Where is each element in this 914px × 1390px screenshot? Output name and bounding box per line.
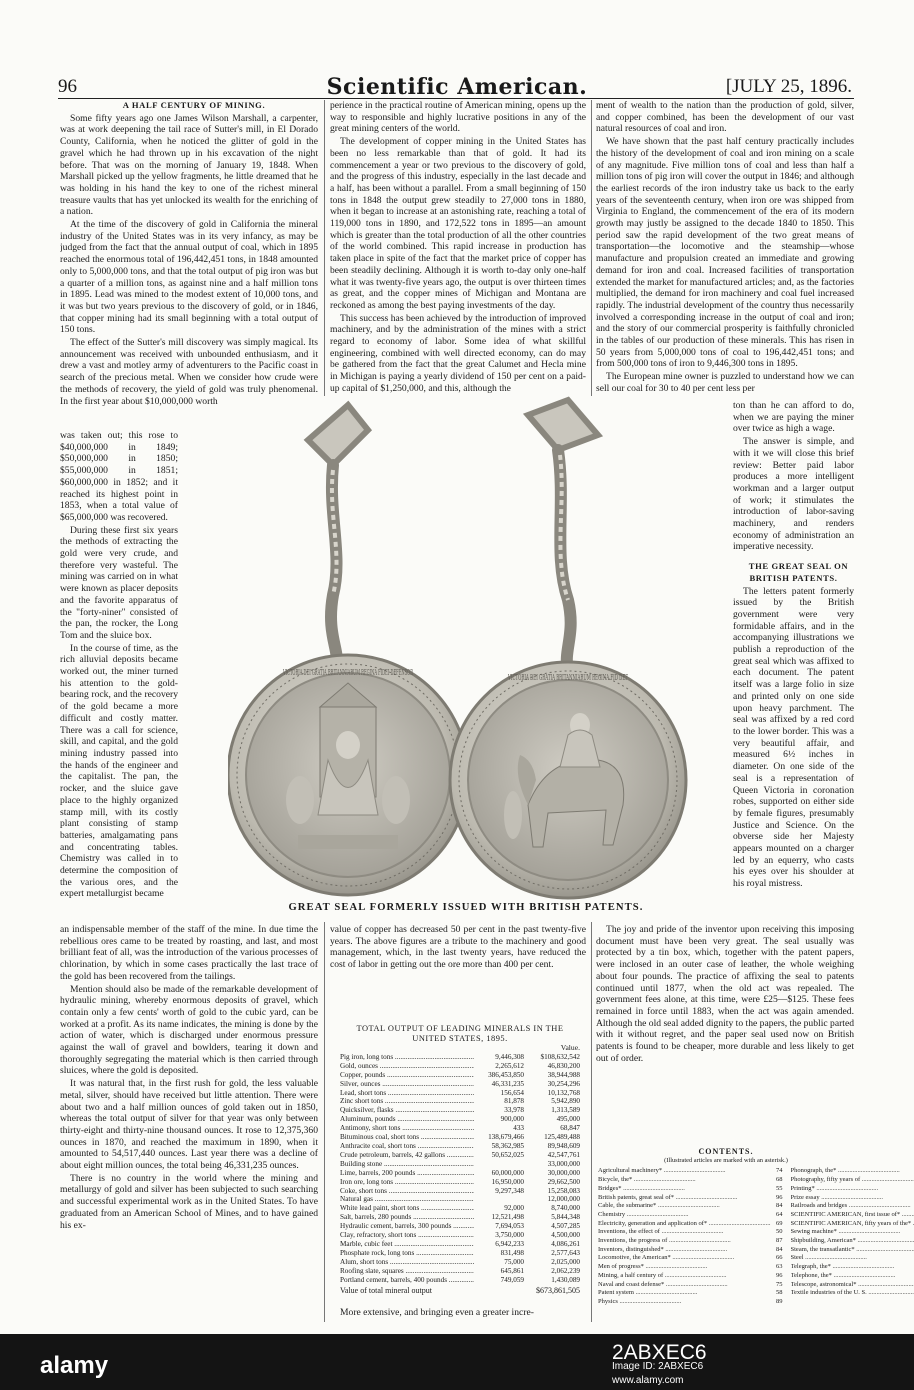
contents-entry-title: Prize essay .....	[791, 1194, 914, 1203]
value-column-header: Value.	[560, 1043, 580, 1052]
table-row	[340, 1133, 580, 1142]
contents-entry	[598, 1289, 783, 1298]
contents-entry-title: Chemistry .....	[598, 1211, 771, 1220]
mineral-value: 15,258,083	[547, 1186, 580, 1195]
contents-entry-title: Men of progress* .....	[598, 1263, 771, 1272]
image-id-label: Image ID: 2ABXEC6	[612, 1361, 704, 1372]
table-row	[340, 1106, 580, 1115]
mineral-value: 33,000,000	[547, 1159, 580, 1168]
contents-left-column	[598, 1167, 783, 1306]
contents-entry	[791, 1272, 914, 1281]
contents-entry	[598, 1254, 783, 1263]
table-row	[340, 1213, 580, 1222]
contents-index	[598, 1147, 912, 1307]
mineral-name: Lead, short tons .....	[340, 1089, 474, 1098]
contents-entry	[791, 1167, 914, 1176]
table-row	[340, 1089, 580, 1098]
mining-heading: A HALF CENTURY OF MINING.	[122, 100, 266, 110]
mineral-value: 42,547,761	[547, 1150, 580, 1159]
table-row	[340, 1169, 580, 1178]
mineral-quantity: 433	[513, 1124, 524, 1133]
paragraph: an indispensable member of the staff of the mine. In due time the rebellious ores came to be treated by roasting, and last, and most brilliant feat of all, was the introduction of the various processes of chlorination, by which in some cases practically the last trace of the gold has been recovered from the tailings.	[60, 924, 318, 982]
contents-entry-title: Naval and coast defense* .....	[598, 1281, 771, 1290]
paragraph: ton than he can afford to do, when we are paying the miner over twice as high a wage.	[733, 400, 854, 435]
contents-entry-title: Inventions, the effect of .....	[598, 1228, 771, 1237]
mineral-name: White lead paint, short tons .....	[340, 1204, 474, 1213]
contents-entry-title: Railroads and bridges .....	[791, 1202, 914, 1211]
mineral-name: Zinc short tons .....	[340, 1097, 474, 1106]
mineral-value: 38,944,988	[547, 1070, 580, 1079]
contents-entry	[598, 1176, 783, 1185]
table-row	[340, 1258, 580, 1267]
table-row	[340, 1204, 580, 1213]
contents-entry	[791, 1254, 914, 1263]
paragraph: Mention should also be made of the remarkable development of hydraulic mining, whereby enormous deposits of gravel, which contain only a few cents' worth of gold to the cubic yard, can be worked at a profit. As its name indicates, the mining is done by the action of water, which is discharged under enormous pressure against the wall of gravel and bowlders, tearing it down and thoroughly segregating the material which is then carried through sluices, where the gold is deposited.	[60, 983, 318, 1077]
contents-entry	[598, 1228, 783, 1237]
mineral-quantity: 92,000	[504, 1204, 524, 1213]
mineral-value: 5,942,890	[551, 1097, 580, 1106]
paragraph: was taken out; this rose to $40,000,000 in 1849; $50,000,000 in 1850; $55,000,000 in 1851; $60,000,000 in 1852; and it reached its highest point in 1853, when a total value of $65,000,000 was recovered.	[60, 430, 178, 523]
table-row	[340, 1240, 580, 1249]
mineral-name: Coke, short tons .....	[340, 1187, 474, 1196]
seal-right-legend: VICTORIA DEI GRATIA BRITANNIARUM REGINA FID DEF	[507, 673, 629, 682]
total-row	[340, 1287, 580, 1296]
contents-entry	[598, 1281, 783, 1290]
contents-entry	[598, 1202, 783, 1211]
mineral-quantity: 3,750,000	[495, 1231, 524, 1240]
contents-entry-title: Inventions, the progress of .....	[598, 1237, 771, 1246]
image-id-block	[612, 1341, 707, 1388]
contents-entry	[791, 1202, 914, 1211]
paragraph: There is no country in the world where the mining and metallurgy of gold and silver has been subjected to such searching and successful experimental work as in the United States. To have graduated from an American School of Mines, and to have gained his ex-	[60, 1172, 318, 1231]
contents-entry-title: Printing* .....	[791, 1185, 914, 1194]
contents-entry-title: Sewing machine* .....	[791, 1228, 914, 1237]
mineral-name: Hydraulic cement, barrels, 300 pounds .....	[340, 1222, 474, 1231]
mineral-name: Building stone .....	[340, 1160, 474, 1169]
mineral-value: 1,430,089	[551, 1275, 580, 1284]
left-seal-cord	[308, 405, 368, 665]
paragraph: During these first six years the methods of extracting the gold were very crude, and therefore very wasteful. The mining was carried on in what were known as placer deposits and the favorite apparatus of the "forty-niner" consisted of the pan, the rocker, the Long Tom and the sluice box.	[60, 524, 178, 641]
table-row	[340, 1187, 580, 1196]
mineral-value: 4,507,285	[551, 1222, 580, 1231]
contents-entry	[598, 1298, 783, 1307]
contents-entry-title: Textile industries of the U. S. .....	[791, 1289, 914, 1298]
contents-entry	[791, 1289, 914, 1298]
table-row	[340, 1080, 580, 1089]
alamy-logo: alamy	[40, 1352, 109, 1379]
mineral-value: 30,254,296	[547, 1079, 580, 1088]
mineral-name: Copper, pounds .....	[340, 1071, 474, 1080]
seal-article-col3-narrow	[733, 400, 854, 900]
contents-entry-title: Electricity, generation and application of* .....	[598, 1220, 771, 1229]
paragraph: The effect of the Sutter's mill discovery was simply magical. Its announcement was received with unbounded enthusiasm, and it drew a vast and motley army of adventurers to the Pacific coast in search of the precious metal. When we consider how crude were the methods of recovery, the yield of gold was truly phenomenal. In the first year about $10,000,000 worth	[60, 337, 318, 407]
mining-article-col2	[330, 100, 586, 400]
table-row	[340, 1160, 580, 1169]
mineral-quantity: 386,453,850	[488, 1070, 524, 1079]
mineral-name: Silver, ounces .....	[340, 1080, 474, 1089]
contents-entry	[598, 1246, 783, 1255]
image-code: 2ABXEC6	[612, 1341, 707, 1364]
contents-entry	[598, 1167, 783, 1176]
contents-entry-title: Telephone, the* .....	[791, 1272, 914, 1281]
contents-entry-page: 64	[776, 1210, 783, 1218]
contents-entry	[598, 1263, 783, 1272]
issue-date: [JULY 25, 1896.	[725, 76, 852, 97]
seal-heading: THE GREAT SEAL ON BRITISH PATENTS.	[748, 561, 849, 583]
mineral-name: Crude petroleum, barrels, 42 gallons .....	[340, 1151, 474, 1160]
paragraph: This success has been achieved by the introduction of improved machinery, and by the administration of the mines with a strict regard to economy of labor. Some idea of what skillful engineering, combined with well directed economy, can do may be gathered from the fact that the great Calumet and Hecla mine in Michigan is paying a yearly dividend of 150 per cent on a paid-up capital of $1,250,000, and this, although the	[330, 312, 586, 394]
contents-entry	[791, 1237, 914, 1246]
total-label: Value of total mineral output	[340, 1286, 432, 1296]
contents-entry	[598, 1211, 783, 1220]
great-seal-illustration	[228, 395, 733, 900]
mineral-quantity: 16,950,000	[491, 1177, 524, 1186]
contents-entry	[791, 1228, 914, 1237]
mineral-quantity: 33,978	[504, 1106, 524, 1115]
mining-article-col1-narrow	[60, 430, 178, 900]
table-row	[340, 1151, 580, 1160]
stock-site: www.alamy.com	[612, 1375, 684, 1386]
mineral-quantity: 645,861	[500, 1266, 524, 1275]
contents-entry-title: Inventors, distinguished* .....	[598, 1246, 771, 1255]
mineral-name: Anthracite coal, short tons .....	[340, 1142, 474, 1151]
mineral-name: Phosphate rock, long tons .....	[340, 1249, 474, 1258]
mineral-quantity: 6,942,233	[495, 1239, 524, 1248]
contents-entry	[791, 1194, 914, 1203]
mineral-value: 46,830,200	[547, 1061, 580, 1070]
mineral-value: 5,844,348	[551, 1213, 580, 1222]
illustration-caption: GREAT SEAL FORMERLY ISSUED WITH BRITISH PATENTS.	[288, 902, 644, 913]
contents-title: CONTENTS.	[698, 1147, 754, 1156]
paragraph: value of copper has decreased 50 per cent in the past twenty-five years. The above figures are a tribute to the machinery and good management, which, in the last twenty years, have reduced the cost of labor in getting out the ore more than 400 per cent.	[330, 924, 586, 971]
contents-entry-title: Photography, fifty years of .....	[791, 1176, 914, 1185]
column-divider	[591, 922, 592, 1322]
table-row	[340, 1097, 580, 1106]
contents-entry-page: 63	[776, 1263, 783, 1271]
paragraph: The joy and pride of the inventor upon receiving this imposing document must have been very great. The seal usually was protected by a tin box, which, together with the patent papers, were inclosed in an outer case of leather, the whole weighing about four pounds. The practice of affixing the seal to patents continued until 1877, when the old act was repealed. The government fees alone, at this time, were £25—$125. These fees remained in force until 1883, when the act was again amended. Although the old seal added dignity to the papers, the public parted with it without regret, and the paper seal used now on British patents is found to be cheaper, more durable and less likely to get out of order.	[596, 924, 854, 1064]
mineral-value: $108,632,542	[540, 1052, 580, 1061]
mineral-quantity: 12,521,498	[491, 1213, 524, 1222]
contents-entry-page: 87	[776, 1237, 783, 1245]
contents-entry-title: SCIENTIFIC AMERICAN, fifty years of the* .....	[791, 1220, 914, 1229]
contents-entry	[791, 1281, 914, 1290]
paragraph: We have shown that the past half century practically includes the history of the development of coal and iron mining on a scale of any magnitude. Five million tons of coal and less than half a million tons of pig iron will cover the output in 1846; and although the earliest records of the iron industry take us back to the early years of the seventeenth century, when iron ore was shipped from Virginia to England, the commencement of the era of its modern growth may justly be assigned to the decade 1840 to 1850. This period saw the rapid development of the two great means of transportation—the locomotive and the steamship—whose manufacture and propulsion created an immediate and growing demand for iron and coal. Increased facilities of transportation extended the market for manufactured articles; and, as the factories multiplied, the demand for iron machinery and coal fuel increased rapidly. The industrial development of the country thus necessarily involved a corresponding increase in the output of coal and iron; and the story of our commercial prosperity is faithfully chronicled in the tables of our production of these minerals. This has risen in 50 years from 5,000,000 tons of coal to 196,442,451 tons; and from 500,000 tons of iron to 9,446,300 tons in 1895.	[596, 136, 854, 370]
mineral-quantity: 50,652,025	[491, 1150, 524, 1159]
contents-entry-title: Cable, the submarine* .....	[598, 1202, 771, 1211]
contents-entry-title: Locomotive, the American* .....	[598, 1254, 771, 1263]
contents-entry-title: SCIENTIFIC AMERICAN, first issue of* .....	[791, 1211, 914, 1220]
mineral-value: 125,489,488	[544, 1133, 580, 1142]
mineral-quantity: 9,446,308	[495, 1052, 524, 1061]
contents-entry-title: Telegraph, the* .....	[791, 1263, 914, 1272]
mineral-name: Iron ore, long tons .....	[340, 1178, 474, 1187]
right-seal-cord	[528, 400, 598, 670]
contents-entry-title: Physics .....	[598, 1298, 771, 1307]
mineral-value: 30,000,000	[547, 1168, 580, 1177]
table-row	[340, 1267, 580, 1276]
paragraph: The development of copper mining in the United States has been no less remarkable than that of gold. It had its commencement a year or two previous to the discovery of gold, and the progress of this industry, especially in the last decade and a half, has been without a parallel. From a small beginning of 150 tons in 1848 the output grew steadily to 27,000 tons in 1880, when it began to increase at an astonishing rate, reaching a total of 119,000 tons in 1890, and 172,522 tons in 1895—an amount which is greater than the total production of all the other countries of the world combined. This rapid increase in production has taken place in spite of the fact that the market price of copper has been steadily declining. Although it is worth to-day only one-half what it was twenty-five years ago, the output is over thirteen times as great, and the copper mines of Michigan and Montana are reckoned as among the best paying investments of the day.	[330, 136, 586, 311]
mineral-value: 10,132,768	[547, 1088, 580, 1097]
table-row	[340, 1142, 580, 1151]
column-divider	[324, 922, 325, 1322]
contents-entry-title: British patents, great seal of* .....	[598, 1194, 771, 1203]
table-row	[340, 1115, 580, 1124]
mineral-value: 89,948,609	[547, 1141, 580, 1150]
contents-entry-page: 50	[776, 1228, 783, 1236]
seal-left-legend: VICTORIA DEI GRATIA BRITANNIARUM REGINA FIDEI DEFENSOR	[282, 668, 414, 677]
contents-right-column	[791, 1167, 914, 1306]
contents-entry-page: 68	[776, 1176, 783, 1184]
contents-entry-title: Telescope, astronomical* .....	[791, 1281, 914, 1290]
contents-entry-title: Steam, the transatlantic* .....	[791, 1246, 914, 1255]
contents-entry	[791, 1185, 914, 1194]
mining-article-col3	[596, 100, 854, 400]
mineral-name: Aluminum, pounds .....	[340, 1115, 474, 1124]
contents-entry-title: Patent system .....	[598, 1289, 771, 1298]
mineral-name: Antimony, short tons .....	[340, 1124, 474, 1133]
stock-banner	[0, 1334, 914, 1390]
mineral-value: 4,086,261	[551, 1239, 580, 1248]
contents-entry-title: Shipbuilding, American* .....	[791, 1237, 914, 1246]
contents-entry	[598, 1272, 783, 1281]
paragraph: The European mine owner is puzzled to understand how we can sell our coal for 30 to 40 per cent less per	[596, 371, 854, 394]
contents-entry-page: 75	[776, 1280, 783, 1288]
table-row	[340, 1178, 580, 1187]
mineral-value: 8,740,000	[551, 1204, 580, 1213]
mineral-quantity: 60,000,000	[491, 1168, 524, 1177]
mining-article-col1-bottom	[60, 924, 318, 1324]
contents-entry-page: 58	[776, 1289, 783, 1297]
contents-entry-page: 69	[776, 1219, 783, 1227]
table-row	[340, 1071, 580, 1080]
mineral-name: Roofing slate, squares .....	[340, 1267, 474, 1276]
paragraph: The answer is simple, and with it we will close this brief review: Better paid labor produces a more intelligent workman and a larger output of work; it stimulates the introduction of labor-saving machinery, and renders economy of administration an imperative necessity.	[733, 436, 854, 553]
contents-entry	[791, 1263, 914, 1272]
mineral-name: Natural gas .....	[340, 1195, 474, 1204]
mineral-name: Bituminous coal, short tons .....	[340, 1133, 474, 1142]
contents-entry-page: 74	[776, 1167, 783, 1175]
mineral-value: 2,062,239	[551, 1266, 580, 1275]
table-row	[340, 1053, 580, 1062]
mineral-value: 12,000,000	[547, 1195, 580, 1204]
mineral-quantity: 749,059	[500, 1275, 524, 1284]
mining-article-col1	[60, 100, 318, 430]
mining-article-continuation: More extensive, and bringing even a greater incre-	[340, 1307, 534, 1318]
contents-entry	[598, 1220, 783, 1229]
mineral-name: Salt, barrels, 280 pounds .....	[340, 1213, 474, 1222]
minerals-table	[340, 1024, 580, 1296]
header-rule	[58, 98, 854, 99]
mineral-quantity: 46,331,235	[491, 1079, 524, 1088]
mineral-value: 1,313,589	[551, 1106, 580, 1115]
table-row	[340, 1222, 580, 1231]
paragraph: The letters patent formerly issued by the British government were very formidable affairs, and in the accompanying illustrations we publish a reproduction of the great seal which was affixed to each document. The patent itself was a large folio in size and printed only on one side upon heavy parchment. The seal was affixed by a red cord to the lower border. This was a very beautiful affair, and measured 6½ inches in diameter. On one side of the seal is a representation of Queen Victoria in coronation robes, supported on either side by female figures, presumably Justice and Science. On the obverse side her Majesty appears mounted on a charger led by an equerry, who casts his eyes over his shoulder at his royal mistress.	[733, 585, 854, 890]
contents-entry-page: 66	[776, 1254, 783, 1262]
mineral-quantity: 831,498	[500, 1248, 524, 1257]
table-row	[340, 1124, 580, 1133]
mineral-name: Pig iron, long tons .....	[340, 1053, 474, 1062]
mineral-name: Clay, refractory, short tons .....	[340, 1231, 474, 1240]
contents-subtitle: (Illustrated articles are marked with an asterisk.)	[664, 1156, 788, 1164]
mineral-name: Marble, cubic feet .....	[340, 1240, 474, 1249]
contents-entry	[791, 1176, 914, 1185]
contents-entry-title: Agricultural machinery* .....	[598, 1167, 771, 1176]
minerals-table-body	[340, 1053, 580, 1285]
mineral-value: 495,000	[556, 1115, 580, 1124]
contents-entry-title: Bicycle, the* .....	[598, 1176, 771, 1185]
mineral-value: 29,662,500	[547, 1177, 580, 1186]
contents-entry	[598, 1185, 783, 1194]
table-row	[340, 1195, 580, 1204]
contents-entry-page: 96	[776, 1193, 783, 1201]
mineral-name: Gold, ounces .....	[340, 1062, 474, 1071]
contents-entry	[598, 1194, 783, 1203]
mineral-quantity: 900,000	[500, 1115, 524, 1124]
contents-entry	[791, 1246, 914, 1255]
seal-obverse-enthroned-queen	[228, 655, 468, 895]
paragraph: Some fifty years ago one James Wilson Marshall, a carpenter, was at work deepening the tail race of Sutter's mill, in El Dorado County, California, when he noticed the glitter of gold in the gravel which he had thrown up in his excavation of the night before. That was on the morning of January 19, 1848. When Marshall picked up the yellow fragments, he little dreamed that he was holding in his hand the key to one of the richest mineral treasure vaults that has yet unlocked its wealth for the enriching of a nation.	[60, 112, 318, 218]
paragraph: ment of wealth to the nation than the production of gold, silver, and copper combined, has been the development of our vast natural resources of coal and iron.	[596, 100, 854, 135]
column-divider	[324, 100, 325, 396]
contents-entry-page: 89	[776, 1297, 783, 1305]
table-row	[340, 1231, 580, 1240]
masthead-title: Scientific American.	[326, 74, 588, 100]
mining-article-col2-bottom	[330, 924, 586, 1022]
contents-entry-page: 55	[776, 1184, 783, 1192]
paragraph: At the time of the discovery of gold in California the mineral industry of the United States was in its very infancy, as may be judged from the fact that the annual output of coal, which in 1895 reached the enormous total of 196,442,451 tons, in 1848 amounted only to 5,000,000 tons, and that the total output of pig iron was but a quarter of a million tons, as against nine and a half million tons in 1895. Lead was mined to the modest extent of 10,000 tons, and it was but two years previous to the discovery of gold, or in 1846, that copper mining had its small beginning with a total output of 150 tons.	[60, 219, 318, 336]
mineral-value: 4,500,000	[551, 1231, 580, 1240]
mineral-quantity	[474, 1195, 524, 1204]
minerals-table-title: TOTAL OUTPUT OF LEADING MINERALS IN THE UNITED STATES, 1895.	[356, 1024, 564, 1043]
mineral-quantity: 81,878	[504, 1097, 524, 1106]
contents-entry-page: 84	[776, 1202, 783, 1210]
mineral-value: 2,025,000	[551, 1257, 580, 1266]
paragraph: It was natural that, in the first rush for gold, the less valuable metal, silver, should have received but little attention. There were about two and a half million ounces of gold taken out in 1850, whereas the total output of silver for that year was only between thirty-eight and thirty-nine thousand ounces. It rose to 12,375,360 ounces in 1870, and reached the maximum in 1890, when it amounted to 54,517,440 ounces. Last year there was a decline of about eight million ounces, the total being 46,331,235 ounces.	[60, 1078, 318, 1172]
paragraph: perience in the practical routine of American mining, opens up the way to responsible and highly lucrative positions in any of the great mining centers of the world.	[330, 100, 586, 135]
mineral-value: 68,847	[560, 1124, 580, 1133]
contents-entry-title: Mining, a half century of .....	[598, 1272, 771, 1281]
table-row	[340, 1062, 580, 1071]
mineral-quantity: 9,297,348	[495, 1186, 524, 1195]
seal-reverse-mounted-queen	[450, 662, 686, 898]
table-row	[340, 1276, 580, 1285]
mineral-quantity: 58,362,985	[491, 1141, 524, 1150]
page-number: 96	[58, 76, 77, 97]
contents-entry-page: 84	[776, 1245, 783, 1253]
mineral-value: 2,577,643	[551, 1248, 580, 1257]
column-divider	[591, 100, 592, 396]
mineral-name: Alum, short tons .....	[340, 1258, 474, 1267]
contents-entry-title: Steel .....	[791, 1254, 914, 1263]
contents-entry-title: Phonograph, the* .....	[791, 1167, 914, 1176]
mineral-quantity: 156,654	[500, 1088, 524, 1097]
paragraph: In the course of time, as the rich alluvial deposits became worked out, the miner turned his attention to the gold-bearing rock, and the recovery of the gold became a more difficult and costly matter. There was a call for science, skill, and capital, and the gold mining industry passed into the hands of the engineer and the capitalist. The pan, the rocker, and the sluice gave place to the highly organized stamp mill, with its costly plant consisting of stamp batteries, amalgamating pans and concentrating tables. Chemistry was called in to determine the composition of the various ores, and the expert metallurgist became	[60, 642, 178, 900]
total-value: $673,861,505	[536, 1286, 580, 1296]
contents-entry-title: Bridges* .....	[598, 1185, 771, 1194]
table-row	[340, 1249, 580, 1258]
mineral-quantity: 138,679,466	[488, 1133, 524, 1142]
mineral-name: Portland cement, barrels, 400 pounds .....	[340, 1276, 474, 1285]
contents-entry-page: 96	[776, 1271, 783, 1279]
mineral-name: Lime, barrels, 200 pounds .....	[340, 1169, 474, 1178]
mineral-quantity: 75,000	[504, 1257, 524, 1266]
mineral-quantity: 7,694,053	[495, 1222, 524, 1231]
contents-entry	[791, 1220, 914, 1229]
seal-article-col3-bottom	[596, 924, 854, 1149]
mineral-quantity: 2,265,612	[495, 1061, 524, 1070]
contents-entry	[598, 1237, 783, 1246]
mineral-quantity	[474, 1160, 524, 1169]
mineral-name: Quicksilver, flasks .....	[340, 1106, 474, 1115]
contents-entry	[791, 1211, 914, 1220]
